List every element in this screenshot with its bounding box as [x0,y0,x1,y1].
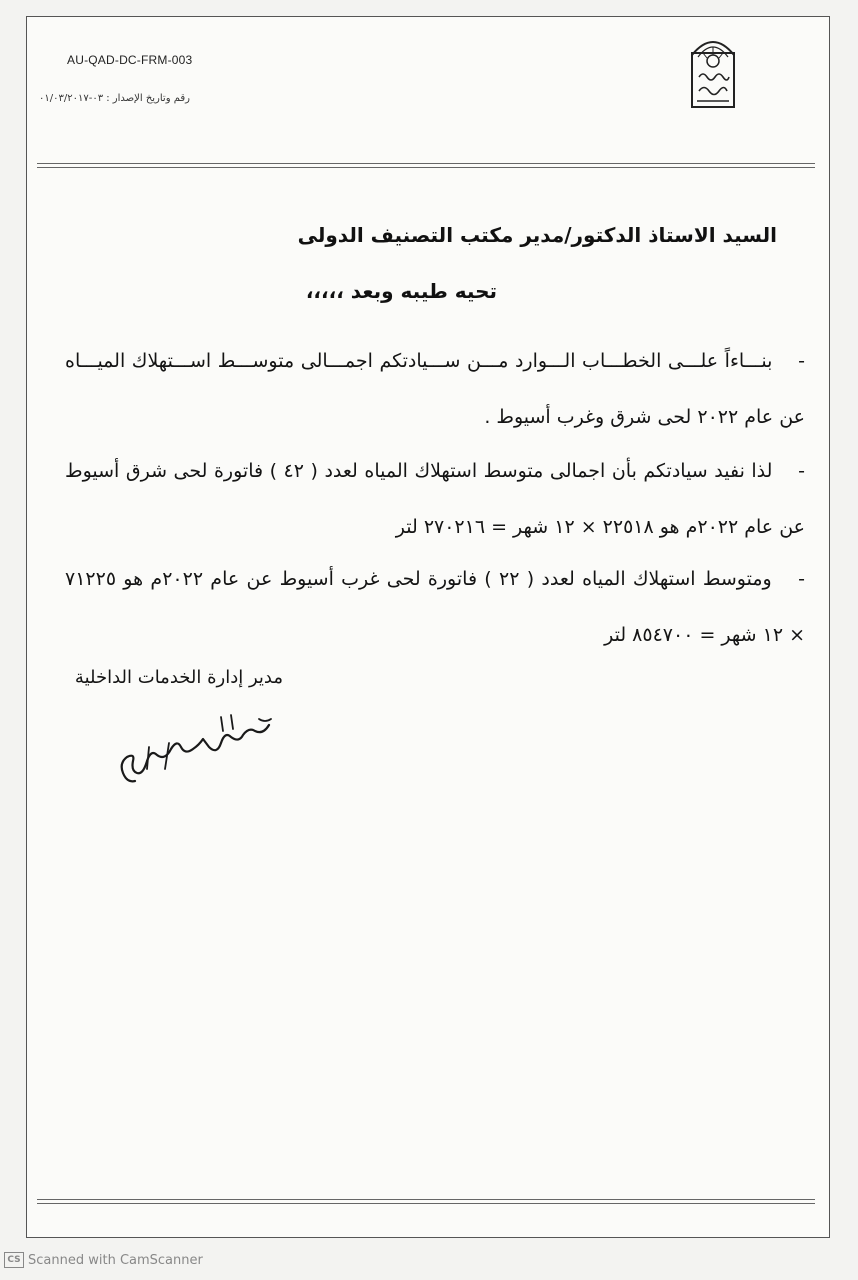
header-divider-secondary [37,167,815,168]
header-divider [37,163,815,164]
university-logo-icon [689,33,737,109]
document-page [26,16,830,1238]
letter-salutation: السيد الاستاذ الدكتور/مدير مكتب التصنيف الدولى [297,223,777,247]
issue-number-date: رقم وتاريخ الإصدار : ٠٣-٠١/٠٣/٢٠١٧ [39,93,190,104]
paragraph-bullet: - [798,568,805,590]
paragraph-bullet: - [798,460,805,482]
paragraph-text: بنـــاءاً علـــى الخطـــاب الـــوارد مـــن ســـيادتكم اجمـــالى متوســـط اســـتهلاك الميـــاه عن عام ٢٠٢٢ لحى شرق وغرب أسيوط . [65,350,805,428]
paragraph-bullet: - [798,350,805,372]
camscanner-text: Scanned with CamScanner [28,1252,203,1268]
camscanner-logo-icon: CS [4,1252,24,1268]
paragraph-3 [65,551,805,663]
handwritten-signature-icon [109,707,289,787]
footer-divider-secondary [37,1203,815,1204]
paragraph-2 [65,443,805,555]
paragraph-text: ومتوسط استهلاك المياه لعدد ( ٢٢ ) فاتورة لحى غرب أسيوط عن عام ٢٠٢٢م هو ٧١٢٢٥ × ١٢ شهر = ٨٥٤٧٠٠ لتر [65,568,805,646]
letter-greeting: تحيه طيبه وبعد ،،،،، [305,279,497,303]
paragraph-text: لذا نفيد سيادتكم بأن اجمالى متوسط استهلاك المياه لعدد ( ٤٢ ) فاتورة لحى شرق أسيوط عن عام ٢٠٢٢م هو ٢٢٥١٨ × ١٢ شهر = ٢٧٠٢١٦ لتر [65,460,805,538]
paragraph-1 [65,333,805,445]
camscanner-watermark [4,1252,203,1268]
signer-title: مدير إدارة الخدمات الداخلية [74,667,283,688]
footer-divider [37,1199,815,1200]
form-code: AU-QAD-DC-FRM-003 [67,53,193,67]
